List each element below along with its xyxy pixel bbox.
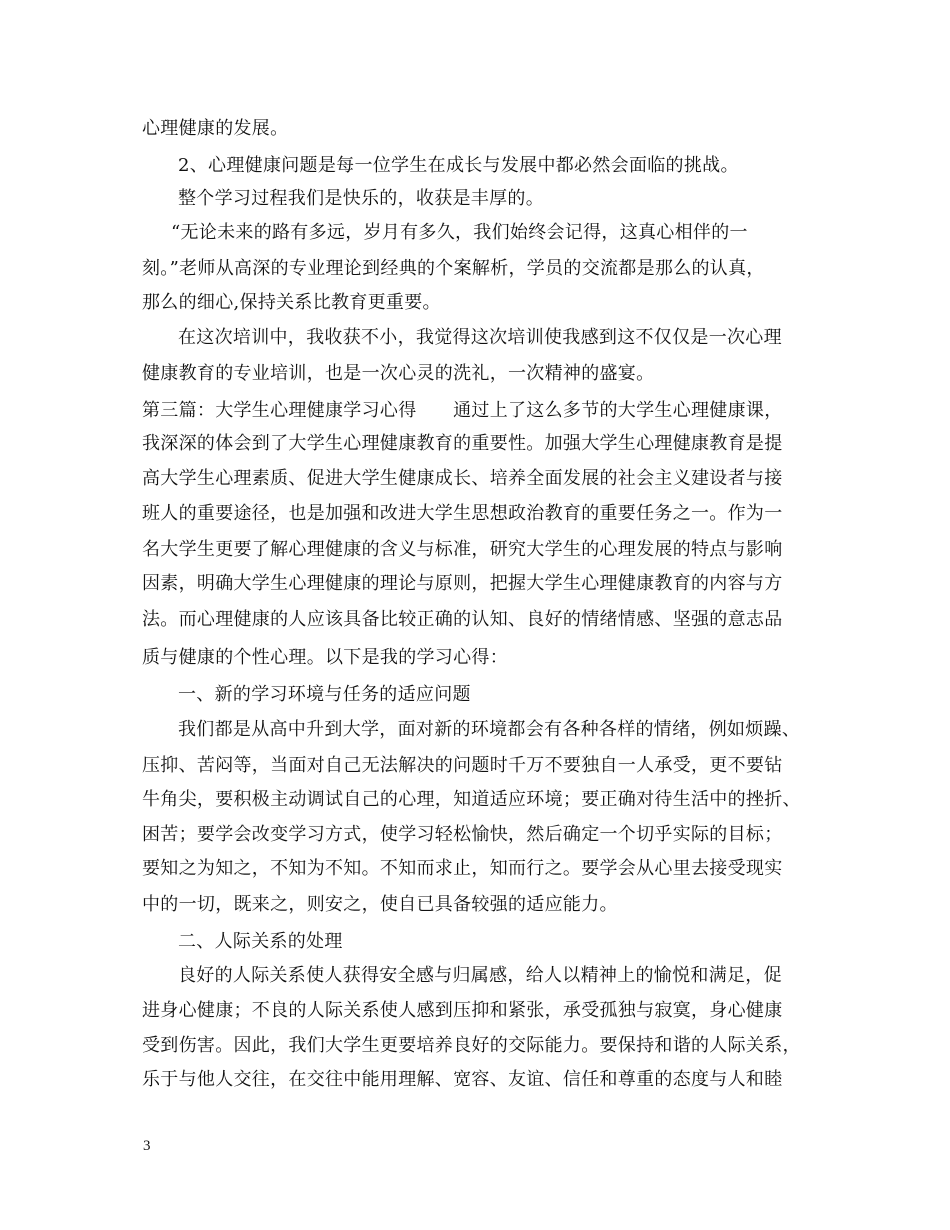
text-line: 2、心理健康问题是每一位学生在成长与发展中都必然会面临的挑战。	[178, 155, 739, 176]
text-line: 乐于与他人交往，在交往中能用理解、宽容、友谊、信任和尊重的态度与人和睦	[142, 1069, 783, 1090]
text-line: 名大学生更要了解心理健康的含义与标准，研究大学生的心理发展的特点与影响	[142, 539, 783, 560]
text-line: 刻。”老师从高深的专业理论到经典的个案解析，学员的交流都是那么的认真，	[142, 258, 765, 279]
text-line: 高大学生心理素质、促进大学生健康成长、培养全面发展的社会主义建设者与接	[142, 468, 783, 489]
text-line: 中的一切，既来之，则安之，使自已具备较强的适应能力。	[142, 894, 618, 915]
text-line: 班人的重要途径，也是加强和改进大学生思想政治教育的重要任务之一。作为一	[142, 503, 783, 524]
text-line: 那么的细心,保持关系比教育更重要。	[142, 292, 441, 313]
text-line: 法。而心理健康的人应该具备比较正确的认知、良好的情绪情感、坚强的意志品	[142, 609, 783, 630]
text-line: 在这次培训中，我收获不小，我觉得这次培训使我感到这不仅仅是一次心理	[178, 327, 782, 348]
text-line: 健康教育的专业培训，也是一次心灵的洗礼，一次精神的盛宴。	[142, 363, 655, 384]
subheading-line: 二、人际关系的处理	[178, 931, 343, 952]
text-line: 因素，明确大学生心理健康的理论与原则，把握大学生心理健康教育的内容与方	[142, 573, 783, 594]
text-line: 压抑、苦闷等，当面对自己无法解决的问题时千万不要独自一人承受，更不要钻	[142, 755, 783, 776]
text-line: 要知之为知之，不知为不知。不知而求止，知而行之。要学会从心里去接受现实	[142, 858, 783, 879]
section-heading-line: 第三篇：大学生心理健康学习心得 通过上了这么多节的大学生心理健康课，	[142, 400, 783, 421]
text-line: 牛角尖，要积极主动调试自己的心理，知道适应环境；要正确对待生活中的挫折、	[142, 789, 801, 810]
text-line: 困苦；要学会改变学习方式，使学习轻松愉快，然后确定一个切乎实际的目标；	[142, 824, 783, 845]
text-line: 受到伤害。因此，我们大学生更要培养良好的交际能力。要保持和谐的人际关系，	[142, 1035, 801, 1056]
subheading-line: 一、新的学习环境与任务的适应问题	[178, 684, 471, 705]
text-line: 质与健康的个性心理。以下是我的学习心得：	[142, 647, 508, 668]
text-line: 进身心健康；不良的人际关系使人感到压抑和紧张，承受孤独与寂寞，身心健康	[142, 1000, 783, 1021]
text-line: 我们都是从高中升到大学，面对新的环境都会有各种各样的情绪，例如烦躁、	[178, 719, 801, 740]
page-number: 3	[143, 1138, 151, 1154]
text-line: 良好的人际关系使人获得安全感与归属感，给人以精神上的愉悦和满足，促	[178, 965, 782, 986]
text-line: 整个学习过程我们是快乐的，收获是丰厚的。	[178, 188, 544, 209]
text-line: 我深深的体会到了大学生心理健康教育的重要性。加强大学生心理健康教育是提	[142, 433, 783, 454]
text-line: 心理健康的发展。	[142, 118, 289, 139]
text-line: “无论未来的路有多远，岁月有多久，我们始终会记得，这真心相伴的一	[171, 222, 748, 243]
